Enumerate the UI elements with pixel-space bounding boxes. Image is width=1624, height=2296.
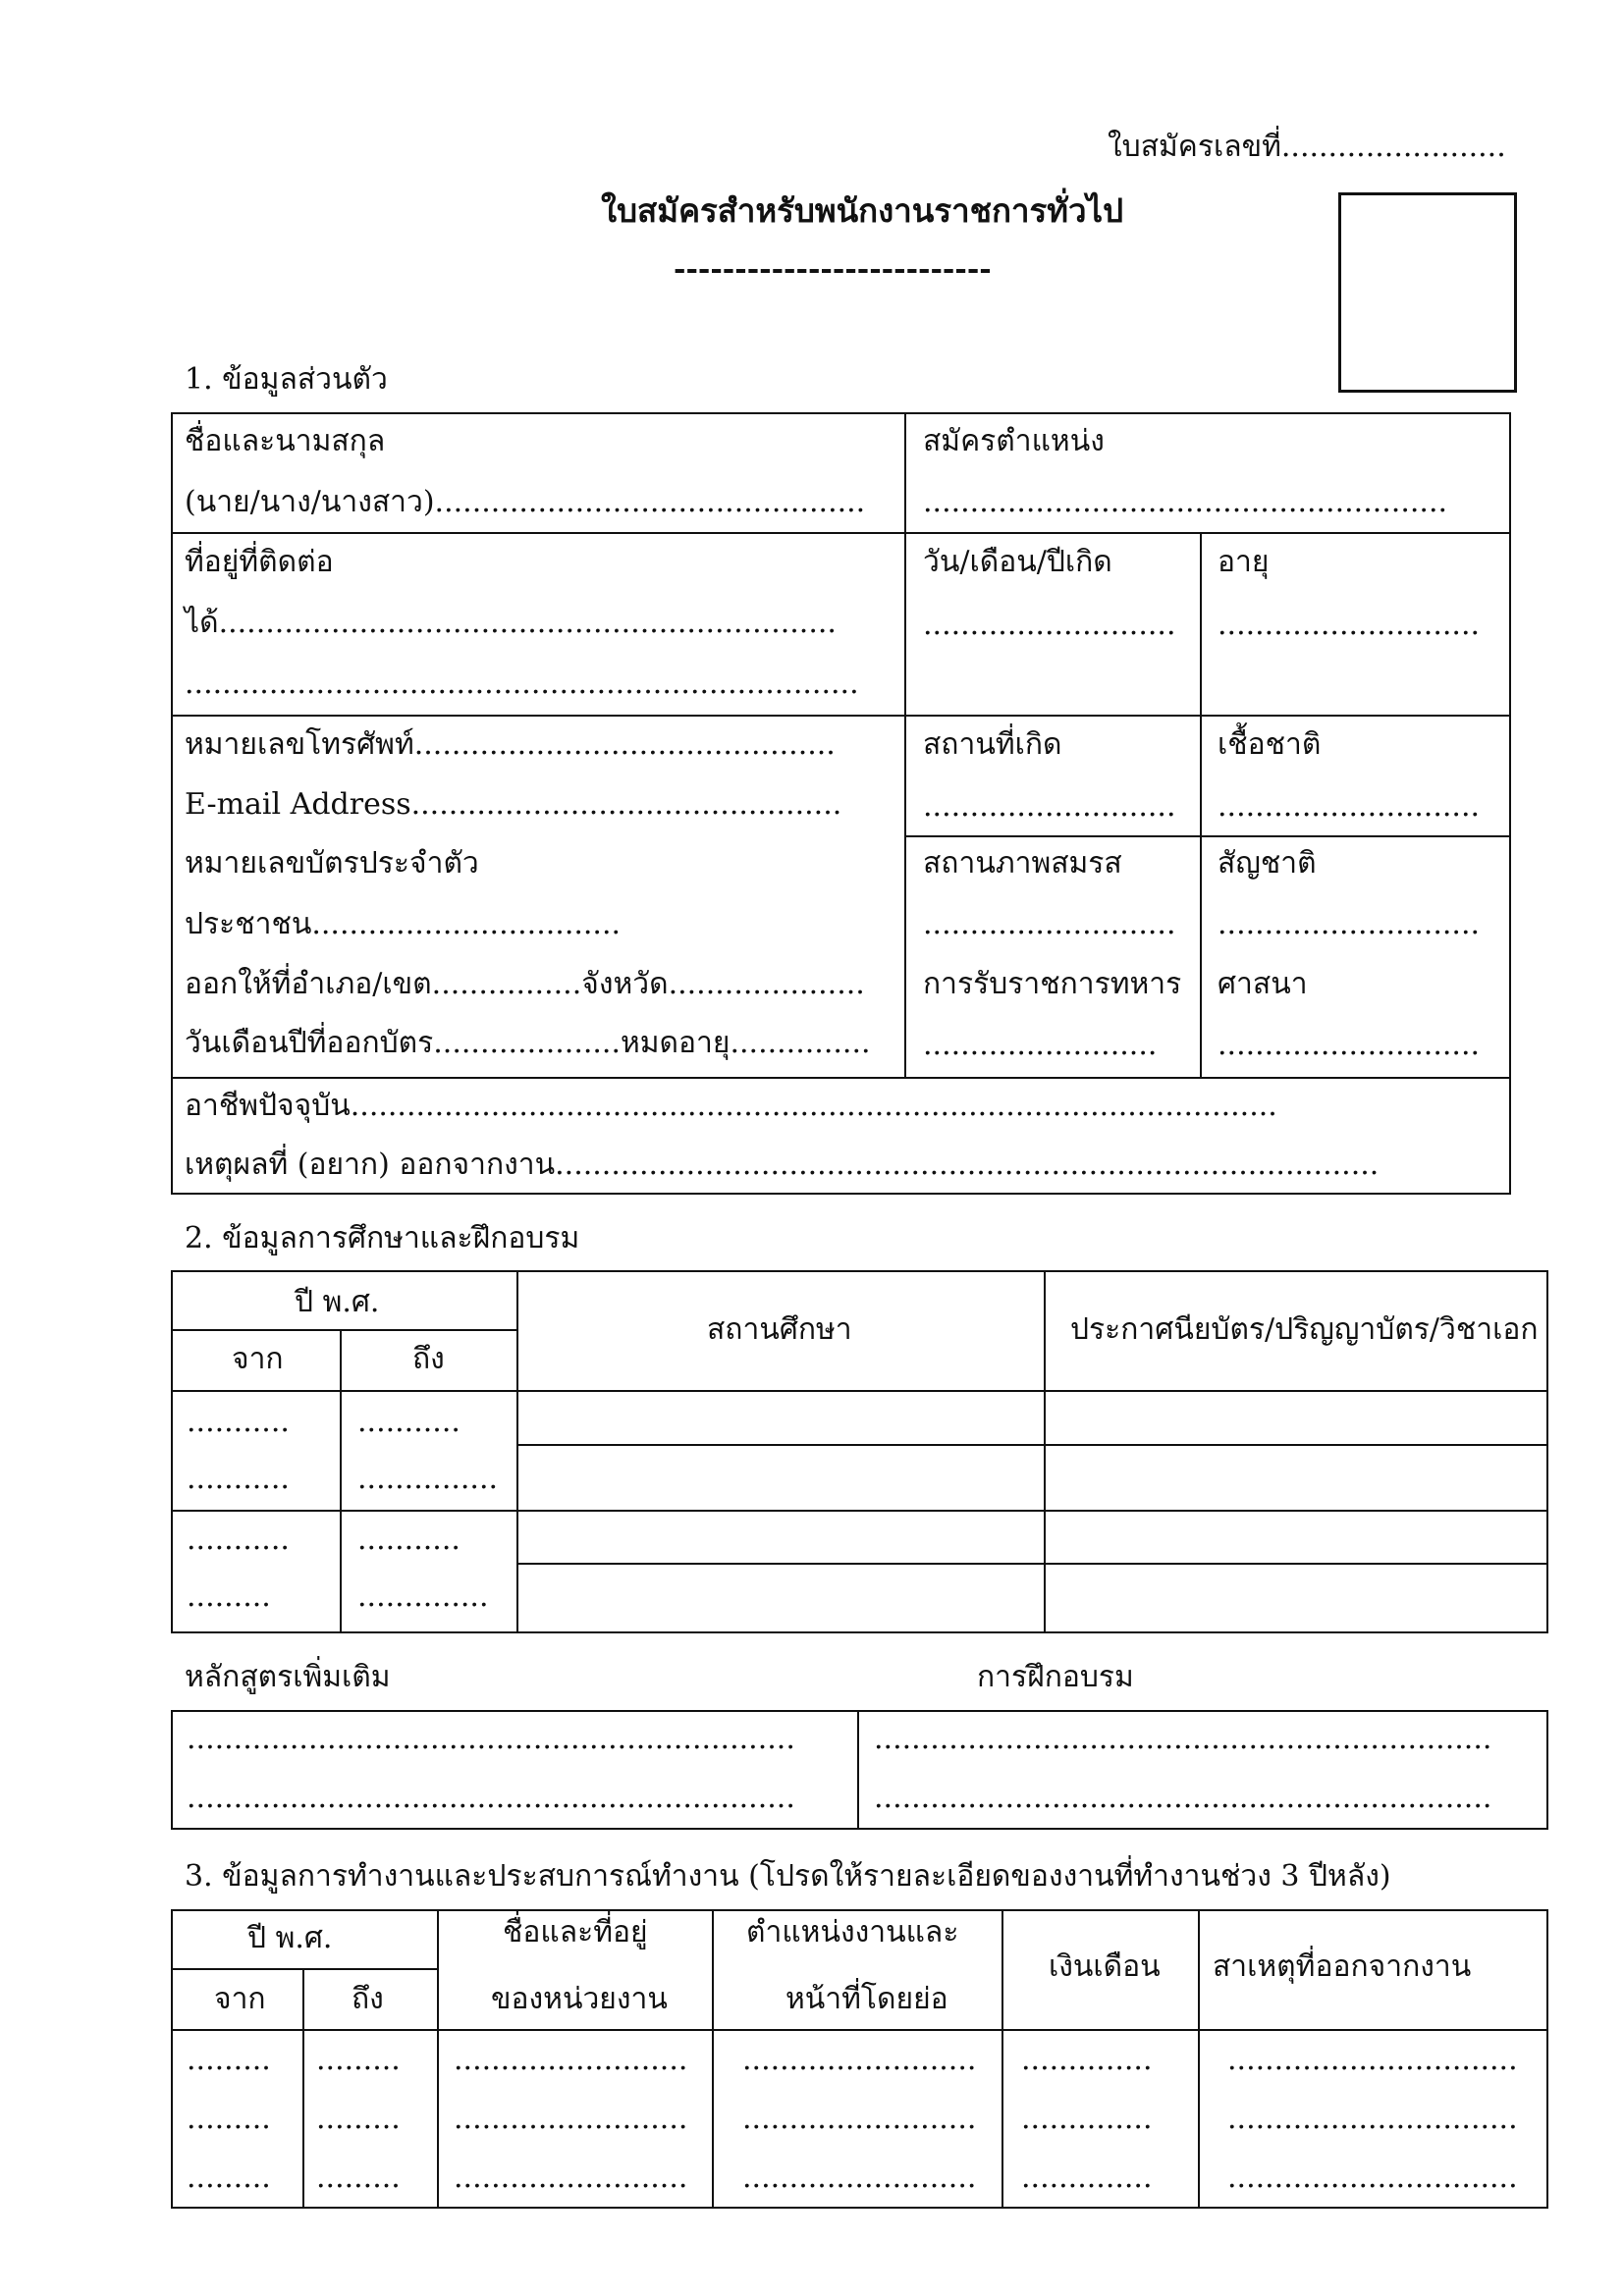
table-divider [171, 1077, 1511, 1079]
table-divider [516, 1563, 1548, 1565]
edu-to-field[interactable]: ............... [357, 1462, 499, 1496]
extra-course-field[interactable]: ................................................................. [187, 1722, 795, 1756]
position-field[interactable]: ........................................................ [923, 485, 1448, 519]
table-divider [1200, 532, 1202, 1077]
work-col-position: หน้าที่โดยย่อ [785, 1982, 948, 2016]
work-salary-field[interactable]: .............. [1021, 2102, 1153, 2136]
leave-reason-field[interactable]: เหตุผลที่ (อยาก) ออกจากงาน........................................................................................ [185, 1148, 1380, 1182]
table-divider [712, 1909, 714, 2209]
section2-heading: 2. ข้อมูลการศึกษาและฝึกอบรม [185, 1221, 580, 1255]
work-position-field[interactable]: ......................... [742, 2102, 977, 2136]
section3-heading: 3. ข้อมูลการทำงานและประสบการณ์ทำงาน (โปรดให้รายละเอียดของงานที่ทำงานช่วง 3 ปีหลัง) [185, 1859, 1391, 1894]
page-title: ใบสมัครสำหรับพนักงานราชการทั่วไป [601, 191, 1124, 230]
work-from-field[interactable]: ......... [187, 2161, 271, 2195]
edu-to-field[interactable]: ........... [357, 1405, 460, 1439]
idcard-field[interactable]: ประชาชน................................. [185, 907, 622, 941]
table-divider [857, 1710, 859, 1830]
address-field-2[interactable]: ........................................................................ [185, 667, 859, 701]
table-divider [1198, 1909, 1200, 2209]
work-col-salary: เงินเดือน [1049, 1949, 1161, 1984]
idcard-label: หมายเลขบัตรประจำตัว [185, 846, 479, 881]
marital-label: สถานภาพสมรส [923, 846, 1122, 881]
nationality-field[interactable]: ............................ [1218, 907, 1481, 941]
work-to-field[interactable]: ......... [316, 2102, 401, 2136]
edu-col-year: ปี พ.ศ. [295, 1285, 380, 1319]
race-label: เชื้อชาติ [1218, 727, 1322, 762]
work-reason-field[interactable]: ............................... [1227, 2102, 1518, 2136]
extra-course-label: หลักสูตรเพิ่มเติม [185, 1660, 391, 1694]
work-salary-field[interactable]: .............. [1021, 2043, 1153, 2077]
military-label: การรับราชการทหาร [923, 967, 1182, 1001]
occupation-field[interactable]: อาชีพปัจจุบัน................................................................................................... [185, 1089, 1277, 1123]
birthplace-field[interactable]: ........................... [923, 789, 1176, 824]
nationality-label: สัญชาติ [1218, 846, 1317, 881]
dob-label: วัน/เดือน/ปีเกิด [923, 545, 1112, 579]
work-salary-field[interactable]: .............. [1021, 2161, 1153, 2195]
table-divider [171, 2029, 1548, 2031]
race-field[interactable]: ............................ [1218, 789, 1481, 824]
address-field-1[interactable]: ได้.................................................................. [185, 606, 837, 640]
training-label: การฝึกอบรม [977, 1660, 1134, 1694]
edu-col-from: จาก [232, 1342, 284, 1376]
table-divider [1001, 1909, 1003, 2209]
issue-date-field[interactable]: วันเดือนปีที่ออกบัตร....................หมดอายุ............... [185, 1026, 871, 1060]
training-field[interactable]: .................................................................. [874, 1722, 1492, 1756]
work-position-field[interactable]: ......................... [742, 2043, 977, 2077]
table-divider [171, 1329, 516, 1331]
work-col-from: จาก [214, 1982, 266, 2016]
work-col-org: ของหน่วยงาน [491, 1982, 668, 2016]
work-to-field[interactable]: ......... [316, 2043, 401, 2077]
edu-from-field[interactable]: ........... [187, 1462, 290, 1496]
table-divider [171, 532, 1511, 534]
application-number[interactable]: ใบสมัครเลขที่........................ [1108, 130, 1506, 164]
work-reason-field[interactable]: ............................... [1227, 2161, 1518, 2195]
birthplace-label: สถานที่เกิด [923, 727, 1062, 762]
table-divider [437, 1909, 439, 2209]
section1-heading: 1. ข้อมูลส่วนตัว [185, 362, 388, 397]
military-field[interactable]: ......................... [923, 1028, 1158, 1062]
edu-col-to: ถึง [412, 1342, 445, 1376]
email-field[interactable]: E-mail Address.............................................. [185, 787, 842, 822]
work-position-field[interactable]: ......................... [742, 2161, 977, 2195]
edu-col-certificate: ประกาศนียบัตร/ปริญญาบัตร/วิชาเอก [1070, 1312, 1539, 1347]
religion-label: ศาสนา [1218, 967, 1308, 1001]
edu-from-field[interactable]: ......... [187, 1579, 271, 1614]
table-divider [302, 1968, 304, 2209]
dob-field[interactable]: ........................... [923, 608, 1176, 642]
phone-field[interactable]: หมายเลขโทรศัพท์............................................. [185, 727, 836, 762]
table-divider [516, 1270, 518, 1633]
work-from-field[interactable]: ......... [187, 2102, 271, 2136]
address-label: ที่อยู่ที่ติดต่อ [185, 545, 334, 579]
position-label: สมัครตำแหน่ง [923, 424, 1105, 458]
edu-to-field[interactable]: .............. [357, 1579, 489, 1614]
work-col-org: ชื่อและที่อยู่ [503, 1915, 648, 1949]
table-divider [171, 1968, 437, 1970]
edu-from-field[interactable]: ........... [187, 1405, 290, 1439]
age-field[interactable]: ............................ [1218, 608, 1481, 642]
table-divider [904, 835, 1511, 837]
work-col-position: ตำแหน่งงานและ [746, 1915, 959, 1949]
edu-to-field[interactable]: ........... [357, 1522, 460, 1557]
work-to-field[interactable]: ......... [316, 2161, 401, 2195]
work-col-to: ถึง [352, 1982, 384, 2016]
table-divider [1044, 1270, 1046, 1633]
table-divider [171, 715, 1511, 717]
table-divider [516, 1444, 1548, 1446]
title-underline: -------------------------- [674, 252, 992, 287]
table-divider [171, 1390, 1548, 1392]
religion-field[interactable]: ............................ [1218, 1028, 1481, 1062]
table-divider [904, 412, 906, 1077]
work-from-field[interactable]: ......... [187, 2043, 271, 2077]
name-label: ชื่อและนามสกุล [185, 424, 386, 458]
work-col-year: ปี พ.ศ. [247, 1921, 333, 1955]
work-org-field[interactable]: ......................... [454, 2161, 688, 2195]
work-reason-field[interactable]: ............................... [1227, 2043, 1518, 2077]
age-label: อายุ [1218, 545, 1270, 579]
work-col-reason: สาเหตุที่ออกจากงาน [1213, 1949, 1472, 1984]
table-divider [171, 1510, 1548, 1512]
extra-course-field[interactable]: ................................................................. [187, 1781, 795, 1815]
work-org-field[interactable]: ......................... [454, 2043, 688, 2077]
marital-field[interactable]: ........................... [923, 907, 1176, 941]
issued-at-field[interactable]: ออกให้ที่อำเภอ/เขต................จังหวัด..................... [185, 967, 865, 1001]
photo-box [1338, 192, 1517, 393]
edu-from-field[interactable]: ........... [187, 1522, 290, 1557]
training-field[interactable]: .................................................................. [874, 1781, 1492, 1815]
edu-col-institution: สถานศึกษา [707, 1312, 852, 1347]
name-field[interactable]: (นาย/นาง/นางสาว).............................................. [185, 485, 866, 519]
table-divider [340, 1329, 342, 1633]
work-org-field[interactable]: ......................... [454, 2102, 688, 2136]
